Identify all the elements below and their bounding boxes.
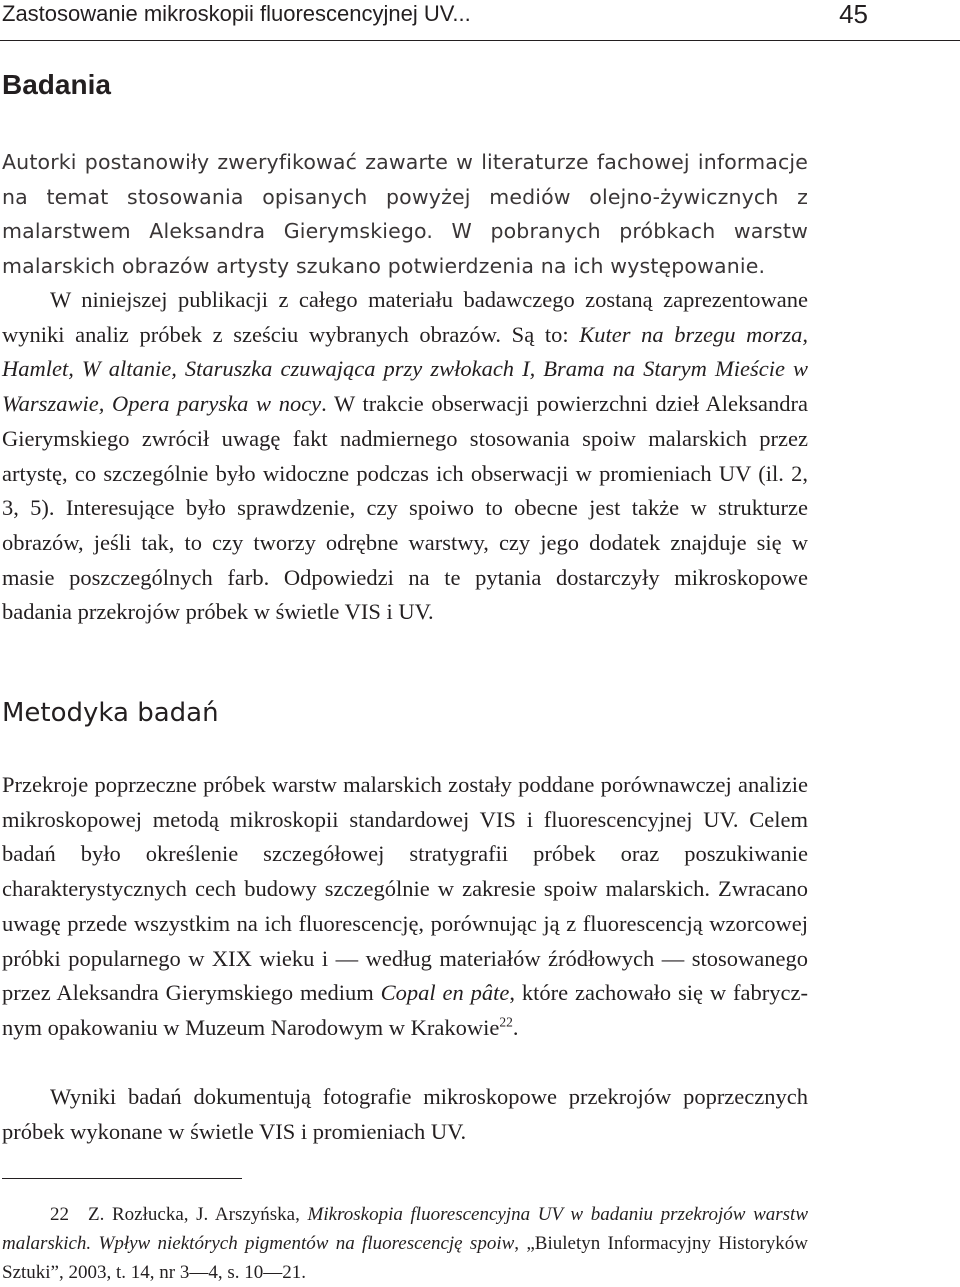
- footnote-text: , „Biuletyn Informacyjny Historyków Sztuki”, 2003, t. 14, nr 3—4, s. 10—21.: [2, 1233, 808, 1283]
- painting-titles: Kuter na brzegu morza, Hamlet, W altanie, Staruszka czuwająca przy zwłokach I, Brama na Starym Mieście w Warszawie, Opera paryska w nocy: [2, 321, 809, 417]
- paragraph-text: .: [512, 1014, 519, 1040]
- paragraph-methodology: [2, 768, 808, 1046]
- footnote-divider: [2, 1178, 242, 1179]
- page-number: 45: [839, 0, 868, 29]
- footnote-number: 22: [50, 1204, 69, 1225]
- footnote: [2, 1200, 808, 1287]
- paragraph-samples: [2, 283, 808, 630]
- paragraph-intro: Autorki postanowiły zweryfikować zawarte w literaturze fachowej informacje na temat stosowania opisanych powyżej mediów olejno-żywicznych z malarstwem Aleksandra Gierymskiego. W pobranych próbkach warstw malarskich obrazów artysty szukano potwierdzenia na ich występowanie.: [2, 150, 808, 279]
- paragraph-text: W niniejszej publikacji z całego materiału badawczego zostaną zaprezentowane wyniki analiz próbek z sześciu wybranych obrazów. Są to:: [2, 287, 808, 347]
- footnote-text: Z. Rozłucka, J. Arszyńska,: [88, 1204, 308, 1225]
- paragraph-results: Wyniki badań dokumentują fotografie mikroskopowe przekrojów poprzecznych próbek wykonane w świetle VIS i promieniach UV.: [2, 1084, 808, 1144]
- running-header: [0, 0, 960, 41]
- section-heading-metodyka: Metodyka badań: [2, 698, 219, 728]
- section-heading-badania: Badania: [2, 69, 111, 100]
- paragraph-text: Przekroje poprzeczne próbek warstw malarskich zostały poddane porównawczej analizie mikroskopowej metodą mikroskopii standardowej VIS i fluorescencyjnej UV. Celem badań było określenie szczegółowej stratygrafii próbek oraz poszukiwanie charakterystycznych cech budowy szczególnie w zakresie spoiw malarskich. Zwracano uwagę przede wszystkim na ich fluorescencję, porównując ją z fluorescencją wzorcowej próbki popularnego w XIX wieku i — według materiałów źródłowych — stosowanego przez Aleksandra Gierymskiego medium: [2, 772, 808, 1006]
- running-title: Zastosowanie mikroskopii fluorescencyjnej UV...: [2, 1, 471, 26]
- footnote-reference[interactable]: 22: [499, 1014, 513, 1030]
- footnote-cited-title: Mikroskopia fluorescencyjna UV w badaniu przekrojów warstw malarskich. Wpływ niektórych pigmentów na fluorescencję spoiw: [2, 1204, 809, 1254]
- paragraph-text: , które zachowało się w fabrycznym opakowaniu w Muzeum Narodowym w Krakowie: [2, 980, 808, 1040]
- medium-name: Copal en pâte: [380, 980, 510, 1006]
- paragraph-text: . W trakcie obserwacji powierzchni dzieł Aleksandra Gierymskiego zwrócił uwagę fakt nadmiernego stosowania spoiw malarskich przez artystę, co szczególnie było widoczne podczas ich obserwacji w promieniach UV (il. 2, 3, 5). Interesujące było sprawdzenie, czy spoiwo to obecne jest także w strukturze obrazów, jeśli tak, to czy tworzy odrębne warstwy, czy jego dodatek znajduje się w masie poszczególnych farb. Odpowiedzi na te pytania dostarczyły mikroskopowe badania przekrojów próbek w świetle VIS i UV.: [2, 391, 808, 625]
